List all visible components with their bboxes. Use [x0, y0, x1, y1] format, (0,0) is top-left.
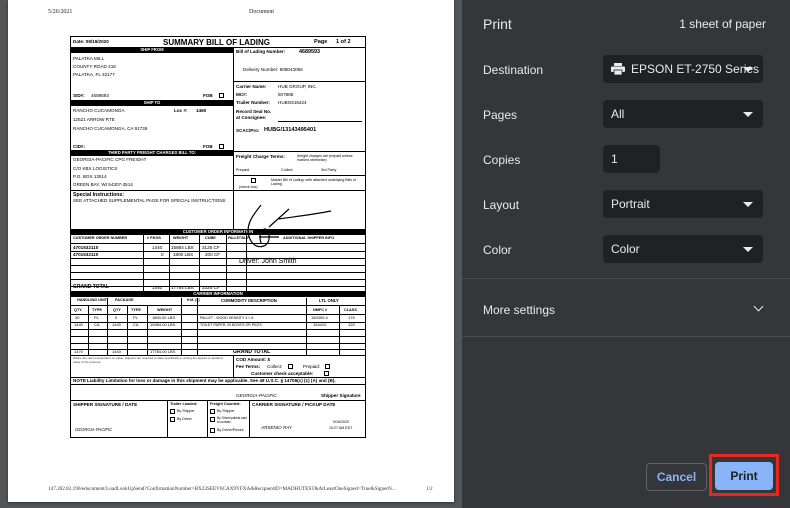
ci-row-2-pkg-qty: 1440 [112, 322, 121, 327]
ci-row-1-nmfc: 150390.4 [311, 315, 328, 320]
color-value: Color [611, 242, 640, 256]
ci-sub-weight: WEIGHT [157, 308, 173, 312]
ci-sub-type-1: TYPE [92, 308, 102, 312]
scac-value: HUBG/13143495401 [264, 127, 317, 133]
third-party-line-2: C/O KBX LOGISTICS [73, 166, 118, 171]
ci-header-ltl: LTL ONLY [319, 298, 339, 303]
print-title: Print [483, 16, 512, 32]
customer-check-label: Customer check acceptable: [251, 371, 314, 376]
freight-by-pallets-checkbox [210, 417, 215, 422]
check-box-label: (check box) [239, 185, 258, 189]
ci-row-2-weight: 15984.00 LBS [150, 322, 176, 327]
pickup-time: 10:27 AM EDT [329, 426, 353, 430]
preview-header-title: Document [249, 9, 274, 15]
ship-to-line-2: 12521 ARROW RTE [73, 117, 115, 122]
driver-signature-scribble [231, 197, 341, 257]
fee-collect-checkbox [288, 364, 293, 369]
freight-by-pieces-label: By Driver/Pieces [217, 428, 244, 432]
ci-row-2-nmfc: 154410 [313, 322, 327, 327]
pages-value: All [611, 107, 625, 121]
ci-row-2-hu-qty: 1440 [74, 322, 83, 327]
mc-label: MC#: [236, 92, 248, 97]
co-row-1-pkgs: 1440 [152, 245, 163, 250]
ci-row-1-pkg-type: PL [133, 315, 138, 320]
co-grand-total-pkgs: 1440 [152, 285, 163, 290]
freight-counted-label: Freight Counted: [210, 402, 241, 406]
bill-of-lading: Date: 09/16/2020 SUMMARY BILL OF LADING Page 1 of 2 SHIP FROM PALATKA MILL COUNTY ROAD 216 PALATKA, FL 32177 SID#: 4689593 FOB Bill of Lading Number: 4689593 Delivery Number: 808043056 SHIP TO RANCHO CUCAMONGA Loc #: 1460 12521 ARROW RTE RANCHO CUCAMONGA, CA 91739 CID#: FOB Carrier Name: HUB GROUP, INC. MC#: 507885 Trailer Number: HUBG516424 Record Seal No. at Consignee: SCAC/Pro: HUBG/13143495401 THIRD PARTY FREIGHT CHARGES BILL TO: GEORGIA-PACIFIC CPG FREIGHT C/O KBX LOGISTICS P.O. BOX 13514 GREEN BAY, WI 54307-3514 Freight Charge Terms: (freight charges are prepaid unless marked otherwise) Prepaid Collect 3rd Party (check box) Master Bill of Lading: with attached underlying Bills of Lading Special Instructions: SEE ATTACHED SUPPLEMENTAL PAGE FOR SPECIAL INSTRUCTIONS CUSTOMER ORDER INFORMATION CUSTOMER ORDER NUMBER # PKGS WEIGHT CUBE PALLET/SLIP ADDITIONAL SHIPPER INFO 4701532110 1440 15884 LBS 3125 CF 4701532110 0 1800 LBS 200 CF Driver: John Smith GRAND TOTAL 1440 17784 LBS 3325 CF CARRIER INFORMATION HANDLING UNIT PACKAGE H.M. (X) COMMODITY DESCRIPTION LTL ONLY QTY TYPE QTY TYPE WEIGHT NMFC # CLASS 30 PL 0 PL 1800.00 LBS PALLET - WOOD DENSITY 4 < 6 150390.4 175 1440 CA 1440 CA 15984.00 LBS TOILET PAPER, IN BOXES OR PKGS 154410 125 1470 1440 17784.00 LBS GRAND TOTAL Where the rate is dependent on value, shippers are required to state specifically in writing the agreed or declared value of the property. COD Amount: $ Fee Terms: Collect: Prepaid: Customer check acceptable: NOTE Liability Limitation for loss or damage in this shipment may be applicable. See 49 U.S.C. § 14706(c) (1) (A) and (B). GEORGIA-PACIFIC Shipper Signature SHIPPER SIGNATURE / DATE Trailer Loaded: By Shipper By Driver Freight Counted: By Shipper By Driver/pallets said to contain By Driver/Pieces CARRIER SIGNATURE / PICKUP DATE GEORGIA-PACIFIC ARSENIO RAY 9/16/2020 10:27 AM EDT [70, 36, 366, 438]
destination-chevron-down-icon [743, 67, 753, 72]
loc-label: Loc #: [174, 108, 188, 113]
copies-value: 1 [611, 152, 618, 166]
layout-select[interactable] [603, 190, 763, 218]
shipper-sig-label: SHIPPER SIGNATURE / DATE [73, 402, 138, 407]
delivery-number: Delivery Number: 808043056 [243, 67, 303, 72]
trailer-value: HUBG516424 [278, 100, 307, 105]
pages-label: Pages [483, 108, 518, 122]
pages-select[interactable] [603, 100, 763, 128]
trailer-label: Trailer Number: [236, 100, 270, 105]
driver-signature-text: Driver: John Smith [239, 258, 297, 265]
scac-label: SCAC/Pro: [236, 128, 260, 133]
shipper-signature-title: Shipper Signature [321, 393, 361, 398]
co-grand-total-cube: 3325 CF [202, 285, 220, 290]
print-button[interactable]: Print [715, 462, 773, 490]
ci-row-1-hu-type: PL [94, 315, 99, 320]
ci-header-commodity: COMMODITY DESCRIPTION [221, 298, 277, 303]
ship-from-line-1: PALATKA MILL [73, 56, 105, 61]
customer-order-band: CUSTOMER ORDER INFORMATION [71, 229, 365, 235]
destination-label: Destination [483, 63, 544, 77]
freight-by-pallets-label: By Driver/pallets said to contain [217, 416, 247, 424]
ci-header-hm: H.M. (X) [187, 298, 200, 302]
third-party-line-3: P.O. BOX 13514 [73, 174, 107, 179]
co-row-2-order: 4701532110 [73, 252, 99, 257]
co-row-1-cube: 3125 CF [202, 245, 220, 250]
pages-chevron-down-icon [743, 112, 753, 117]
mc-value: 507885 [278, 92, 294, 97]
fob-label-2: FOB [203, 144, 213, 149]
fob-checkbox-2 [219, 144, 224, 149]
ci-total-weight: 17784.00 LBS [150, 349, 176, 354]
cod-label: COD Amount: $ [236, 357, 271, 362]
record-seal-label: Record Seal No. [236, 109, 272, 114]
layout-value: Portrait [611, 197, 650, 211]
third-party-line-4: GREEN BAY, WI 54307-3514 [73, 182, 133, 187]
ship-from-band: SHIP FROM [71, 47, 233, 53]
color-select[interactable] [603, 235, 763, 263]
ci-row-1-class: 175 [348, 315, 355, 320]
ci-row-1-pkg-qty: 0 [115, 315, 118, 320]
destination-select[interactable] [603, 55, 763, 83]
customer-check-checkbox [324, 371, 329, 376]
ci-header-package: PACKAGE [115, 298, 134, 302]
ci-row-1-desc: PALLET - WOOD DENSITY 4 < 6 [200, 316, 254, 320]
co-header-weight: WEIGHT [173, 236, 189, 240]
co-row-1-order: 4701532110 [73, 245, 99, 250]
bol-number: 4689593 [299, 49, 320, 55]
ci-row-2-hu-type: CA [94, 322, 100, 327]
sid-label: SID#: [73, 93, 85, 98]
co-header-cube: CUBE [205, 236, 216, 240]
settings-divider [462, 278, 790, 279]
co-row-1-weight: 15884 LBS [171, 245, 194, 250]
bol-title: SUMMARY BILL OF LADING [163, 38, 270, 47]
fee-terms-label: Fee Terms: [236, 364, 261, 369]
loc-value: 1460 [196, 108, 207, 113]
ship-to-line-1: RANCHO CUCAMONGA [73, 108, 125, 113]
sheet-count: 1 sheet of paper [679, 17, 766, 31]
ci-total-pkg: 1440 [112, 349, 121, 354]
master-bol-label: Master Bill of Lading: with attached underlying Bills of Lading [271, 178, 356, 187]
fee-collect-label: Collect: [267, 364, 283, 369]
ci-row-1-hu-qty: 30 [75, 315, 80, 320]
special-instructions-label: Special Instructions: [73, 192, 125, 198]
bol-number-label: Bill of Lading Number: [236, 49, 286, 54]
freight-terms-note: (freight charges are prepaid unless marked otherwise) [297, 154, 353, 163]
co-header-order: CUSTOMER ORDER NUMBER [73, 236, 128, 240]
freight-by-shipper-checkbox [210, 409, 215, 414]
master-bol-checkbox [251, 178, 256, 183]
freight-by-pieces-checkbox [210, 428, 215, 433]
liability-note: NOTE Liability Limitation for loss or damage in this shipment may be applicable. See 49 U.S.C. § 14706(c) (1) (A) and (B). [73, 378, 336, 383]
third-party-band: THIRD PARTY FREIGHT CHARGES BILL TO: [71, 150, 233, 156]
co-header-pallet: PALLET/SLIP [228, 236, 250, 240]
color-label: Color [483, 243, 512, 257]
preview-footer-page: 1/2 [426, 486, 433, 492]
ship-from-line-2: COUNTY ROAD 216 [73, 64, 116, 69]
fee-prepaid-checkbox [325, 364, 330, 369]
settings-divider-bottom [462, 336, 790, 337]
ci-sub-class: CLASS [344, 308, 357, 312]
shipper-signature-name: GEORGIA-PACIFIC [236, 393, 277, 398]
fee-prepaid-label: Prepaid: [303, 364, 321, 369]
ship-to-band: SHIP TO [71, 100, 233, 106]
by-driver-label: By Driver [177, 417, 192, 421]
print-settings-panel [462, 0, 790, 508]
fob-label-1: FOB [203, 93, 213, 98]
copies-label: Copies [483, 153, 521, 167]
by-shipper-label: By Shipper [177, 409, 195, 413]
special-instructions-text: SEE ATTACHED SUPPLEMENTAL PAGE FOR SPECIAL INSTRUCTIONS [73, 198, 226, 203]
destination-value: EPSON ET-2750 Series [631, 62, 760, 76]
carrier-info-band: CARRIER INFORMATION [71, 291, 365, 297]
by-driver-checkbox [170, 417, 175, 422]
sid-value: 4689593 [91, 93, 109, 98]
bol-date: Date: 09/16/2020 [73, 39, 109, 44]
prepaid-label: Prepaid [236, 168, 250, 172]
preview-header-date: 5/26/2021 [48, 9, 73, 15]
ship-to-line-3: RANCHO CUCAMONGA, CA 91739 [73, 126, 148, 131]
by-shipper-checkbox [170, 409, 175, 414]
ci-row-1-weight: 1800.00 LBS [152, 315, 176, 320]
collect-label: Collect [281, 168, 293, 172]
freight-terms-label: Freight Charge Terms: [236, 154, 285, 159]
co-header-pkgs: # PKGS [147, 236, 161, 240]
color-chevron-down-icon [743, 247, 753, 252]
ci-total-hu: 1470 [74, 349, 83, 354]
trailer-loaded-label: Trailer Loaded: [170, 402, 198, 406]
carrier-signature-date: 9/16/2020 [333, 420, 349, 424]
cid-label: CID#: [73, 144, 85, 149]
bol-page-label: Page [314, 39, 328, 45]
ci-sub-qty-2: QTY [113, 308, 121, 312]
ci-row-2-class: 125 [348, 322, 355, 327]
ship-from-line-3: PALATKA, FL 32177 [73, 72, 115, 77]
third-party-terms-label: 3rd Party [321, 168, 337, 172]
more-settings-chevron-down-icon[interactable] [754, 302, 764, 312]
carrier-sig-label: CARRIER SIGNATURE / PICKUP DATE [252, 402, 336, 407]
ci-sub-type-2: TYPE [131, 308, 141, 312]
ci-sub-nmfc: NMFC # [313, 308, 328, 312]
carrier-name: HUB GROUP, INC. [278, 84, 317, 89]
layout-chevron-down-icon [743, 202, 753, 207]
co-row-2-weight: 1800 LBS [173, 252, 194, 257]
ci-sub-qty-1: QTY [74, 308, 82, 312]
copies-input[interactable] [603, 145, 660, 173]
preview-page [8, 0, 454, 502]
cancel-button[interactable]: Cancel [646, 463, 707, 491]
ci-header-handling: HANDLING UNIT [77, 298, 107, 302]
co-grand-total-label: GRAND TOTAL [73, 284, 109, 290]
co-header-additional: ADDITIONAL SHIPPER INFO [283, 236, 335, 240]
printer-icon [611, 63, 625, 75]
freight-by-shipper-label: By Shipper [217, 409, 235, 413]
co-grand-total-weight: 17784 LBS [171, 285, 194, 290]
ci-row-2-desc: TOILET PAPER, IN BOXES OR PKGS [200, 323, 262, 327]
layout-label: Layout [483, 198, 520, 212]
co-row-2-pkgs: 0 [161, 252, 164, 257]
third-party-line-1: GEORGIA-PACIFIC CPG FREIGHT [73, 157, 147, 162]
preview-footer-url: 147.202.82.196/edocument/LoadLookUpSend?ConfirmationNumber=BX23SEEV6CAX9YFXA&RecipientID=MADHUTEST&AtLeastOneSigned=True&SignerN... [48, 486, 396, 492]
more-settings-toggle[interactable]: More settings [483, 303, 556, 317]
bol-page-value: 1 of 2 [336, 39, 351, 45]
fob-checkbox-1 [219, 93, 224, 98]
ci-grand-total-label: GRAND TOTAL [233, 349, 271, 355]
carrier-signature-name: ARSENIO RAY [261, 425, 293, 430]
carrier-name-label: Carrier Name: [236, 84, 267, 89]
co-row-2-cube: 200 CF [205, 252, 221, 257]
ci-row-2-pkg-type: CA [133, 322, 139, 327]
at-consignee-label: at Consignee: [236, 115, 267, 120]
bottom-shipper-signature: GEORGIA-PACIFIC [75, 427, 113, 432]
